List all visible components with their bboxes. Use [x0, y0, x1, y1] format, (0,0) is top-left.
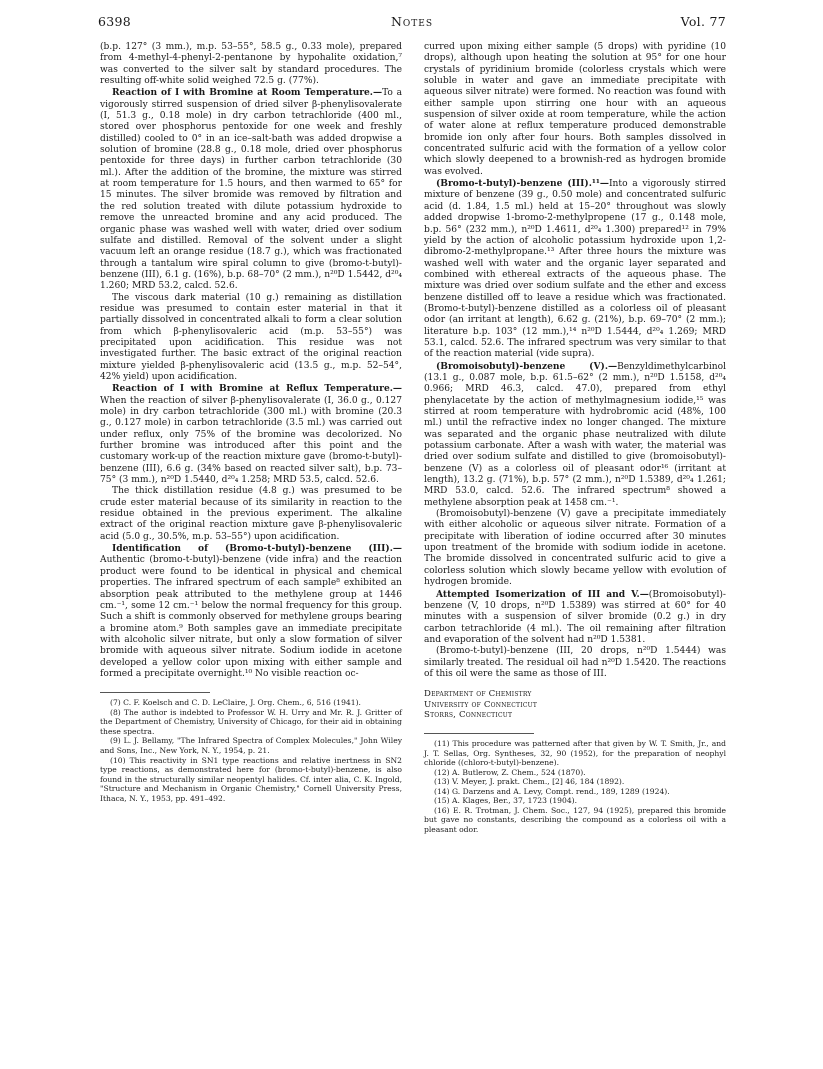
affiliation-line: University of Connecticut — [424, 699, 538, 710]
paragraph: curred upon mixing either sample (5 drops) with pyridine (10 drops), although upon heating the solution at 95° for one hour crystals of pyridinium bromide (colorless crystals which were soluble in water and gave an immediate precipitate with aqueous silver nitrate) were formed. No reaction was found with either sample upon stirring one hour with an aqueous suspension of silver oxide at room temperature, while the action of water alone at reflux temperature produced demonstrable bromide ion only after four hours. Both samples dissolved in concentrated sulfuric acid with the formation of a yellow color which slowly deepened to a brownish-red as hydrogen bromide was evolved. — [424, 42, 726, 177]
footnote: (15) A. Klages, Ber., 37, 1723 (1904). — [434, 796, 578, 806]
footnotes-left — [100, 698, 402, 803]
paragraph-text: (Bromoisobutyl)-benzene (V, 10 drops, n²⁰D 1.5389) was stirred at 60° for 40 minutes with a suspension of silver bromide (0.2 g.) in dry carbon tetrachloride (4 ml.). The oil remaining after filtration and evaporation of the solvent had n²⁰D 1.5381. — [424, 589, 726, 645]
footnote: (8) The author is indebted to Professor W. H. Urry and Mr. R. J. Gritter of the Department of Chemistry, University of Chicago, for their aid in obtaining these spectra. — [100, 707, 402, 736]
paragraph: (Bromo-t-butyl)-benzene (III, 20 drops, n²⁰D 1.5444) was similarly treated. The residual oil had n²⁰D 1.5420. The reactions of this oil were the same as those of III. — [424, 646, 726, 679]
paragraph-text: Authentic (bromo-t-butyl)-benzene (vide infra) and the reaction product were found to be identical in physical and chemical properties. The infrared spectrum of each sample⁸ exhibited an absorption peak attributed to the methylene group at 1446 cm.⁻¹, some 12 cm.⁻¹ below the normal frequency for this group. Such a shift is commonly observed for methylene groups bearing a bromine atom.⁹ Both samples gave an immediate precipitate with alcoholic silver nitrate, but only a slow formation of silver bromide with aqueous silver nitrate. Sodium iodide in acetone developed a yellow color upon mixing with either sample and formed a precipitate overnight.¹⁰ No visible reaction oc- — [100, 555, 402, 679]
paragraph — [424, 589, 726, 647]
footnote: (16) E. R. Trotman, J. Chem. Soc., 127, 94 (1925), prepared this bromide but gave no constants, describing the compound as a colorless oil with a pleasant odor. — [424, 805, 726, 834]
paragraph — [100, 87, 402, 292]
volume-label: Vol. 77 — [680, 14, 726, 29]
section-heading: Attempted Isomerization of III and V.— — [436, 588, 649, 600]
affiliation-line: Storrs, Connecticut — [424, 710, 513, 721]
section-heading: Identification of (Bromo-t-butyl)-benzene (III).— — [112, 543, 402, 555]
section-heading: Reaction of I with Bromine at Room Temperature.— — [112, 87, 383, 99]
footnote-divider — [424, 733, 534, 734]
paragraph — [424, 361, 726, 509]
left-column — [100, 42, 402, 803]
footnotes-right — [424, 739, 726, 834]
footnote: (11) This procedure was patterned after that given by W. T. Smith, Jr., and J. T. Sellas, Org. Syntheses, 32, 90 (1952), for the preparation of neophyl chloride ((chloro-t-butyl)-benzene). — [424, 739, 726, 768]
footnote-divider — [100, 692, 210, 693]
section-title: Notes — [390, 14, 434, 29]
footnote: (13) V. Meyer, J. prakt. Chem., [2] 46, 184 (1892). — [434, 777, 625, 787]
affiliation-line: Department of Chemistry — [424, 689, 532, 700]
paragraph — [100, 543, 402, 680]
paragraph — [424, 178, 726, 361]
footnote: (10) This reactivity in SN1 type reactions and relative inertness in SN2 type reactions, as demonstrated here for (bromo-t-butyl)-benzene, is also found in the structurally similar neopentyl halides. Cf. inter alia, C. K. Ingold, "Structure and Mechanism in Organic Chemistry," Cornell University Press, Ithaca, N. Y., 1953, pp. 491–492. — [100, 755, 402, 803]
affiliation-block — [424, 689, 726, 721]
footnote: (12) A. Butlerow, Z. Chem., 524 (1870). — [434, 767, 586, 777]
paragraph: The thick distillation residue (4.8 g.) was presumed to be crude ester material because of its similarity in reaction to the residue obtained in the previous experiment. The alkaline extract of the original reaction mixture gave β-phenylisovaleric acid (5.0 g., 30.5%, m.p. 53–55°) upon acidification. — [100, 486, 402, 542]
running-header — [98, 14, 726, 30]
right-column — [424, 42, 726, 835]
paragraph: (b.p. 127° (3 mm.), m.p. 53–55°, 58.5 g., 0.33 mole), prepared from 4-methyl-4-phenyl-2-pentanone by hypohalite oxidation,⁷ was converted to the silver salt by standard procedures. The resulting off-white solid weighed 72.5 g. (77%). — [100, 42, 402, 87]
paragraph: The viscous dark material (10 g.) remaining as distillation residue was presumed to contain ester material in that it partially dissolved in concentrated alkali to form a clear solution from which β-phenylisovaleric acid (m.p. 53–55°) was precipitated upon acidification. This residue was not investigated further. The basic extract of the original reaction mixture yielded β-phenylisovaleric acid (13.5 g., m.p. 52–54°, 42% yield) upon acidification. — [100, 292, 402, 382]
section-heading: (Bromo-t-butyl)-benzene (III).¹¹— — [436, 178, 609, 190]
paragraph-text: When the reaction of silver β-phenylisovalerate (I, 36.0 g., 0.127 mole) in dry carbon tetrachloride (300 ml.) with bromine (20.3 g., 0.127 mole) in carbon tetrachloride (3.5 ml.) was carried out under reflux, only 75% of the bromine was decolorized. No further bromine was introduced after this point and the customary work-up of the reaction mixture gave (bromo-t-butyl)-benzene (III), 6.6 g. (34% based on reacted silver salt), b.p. 73–75° (3 mm.), n²⁰D 1.5440, d²⁰₄ 1.258; MRD 53.5, calcd. 52.6. — [100, 395, 402, 486]
paragraph-text: Benzyldimethylcarbinol (13.1 g., 0.087 mole, b.p. 61.5–62° (2 mm.), n²⁰D 1.5158, d²⁰₄ 0.966; MRD 46.3, calcd. 47.0), prepared from ethyl phenylacetate by the action of methylmagnesium iodide,¹⁵ was stirred at room temperature with hydrobromic acid (48%, 100 ml.) until the refractive index no longer changed. The mixture was separated and the organic phase neutralized with dilute potassium carbonate. After a wash with water, the material was dried over sodium sulfate and distilled to give (bromoisobutyl)-benzene (V) as a colorless oil of pleasant odor¹⁶ (irritant at length), 13.2 g. (71%), b.p. 57° (2 mm.), n²⁰D 1.5389, d²⁰₄ 1.261; MRD 53.0, calcd. 52.6. The infrared spectrum⁸ showed a methylene absorption peak at 1458 cm.⁻¹. — [424, 361, 726, 508]
section-heading: (Bromoisobutyl)-benzene (V).— — [436, 360, 618, 372]
paragraph: (Bromoisobutyl)-benzene (V) gave a precipitate immediately with either alcoholic or aqueous silver nitrate. Formation of a precipitate with liberation of iodine occurred after 30 minutes upon treatment of the bromide with sodium iodide in acetone. The bromide dissolved in concentrated sulfuric acid to give a colorless solution which slowly became yellow with evolution of hydrogen bromide. — [424, 509, 726, 588]
footnote: (7) C. F. Koelsch and C. D. LeClaire, J. Org. Chem., 6, 516 (1941). — [110, 698, 361, 708]
footnote: (9) L. J. Bellamy, "The Infrared Spectra of Complex Molecules," John Wiley and Sons, Inc., New York, N. Y., 1954, p. 21. — [100, 736, 402, 755]
paragraph-text: To a vigorously stirred suspension of dried silver β-phenylisovalerate (I, 51.3 g., 0.18 mole) in dry carbon tetrachloride (400 ml., stored over phosphorus pentoxide for one week and freshly distilled) cooled to 0° in an ice–salt-bath was added dropwise a solution of bromine (28.8 g., 0.18 mole, dried over phosphorus pentoxide for three days) in further carbon tetrachloride (30 ml.). After the addition of the bromine, the mixture was stirred at room temperature for 1.5 hours, and then warmed to 65° for 15 minutes. The silver bromide was removed by filtration and the red solution treated with dilute potassium hydroxide to remove the unreacted bromine and any acid produced. The organic phase was washed well with water, dried over sodium sulfate and distilled. Removal of the solvent under a slight vacuum left an orange residue (18.7 g.), which was fractionated through a tantalum wire spiral column to give (bromo-t-butyl)-benzene (III), 6.1 g. (16%), b.p. 68–70° (2 mm.), n²⁰D 1.5442, d²⁰₄ 1.260; MRD 53.2, calcd. 52.6. — [100, 88, 402, 292]
paragraph — [100, 383, 402, 486]
paragraph-text: Into a vigorously stirred mixture of benzene (39 g., 0.50 mole) and concentrated sulfuric acid (d. 1.84, 1.5 ml.) held at 15–20° throughout was slowly added dropwise 1-bromo-2-methylpropene (17 g., 0.148 mole, b.p. 56° (232 mm.), n²⁰D 1.4611, d²⁰₄ 1.300) prepared¹² in 79% yield by the action of alcoholic potassium hydroxide upon 1,2-dibromo-2-methylpropane.¹³ After three hours the mixture was washed well with water and the organic layer separated and combined with ethereal extracts of the aqueous phase. The mixture was dried over sodium sulfate and the ether and excess benzene distilled off to leave a residue which was fractionated. (Bromo-t-butyl)-benzene distilled as a colorless oil of pleasant odor (an irritant at length), 6.62 g. (21%), b.p. 69–70° (2 mm.); literature b.p. 103° (12 mm.),¹⁴ n²⁰D 1.5444, d²⁰₄ 1.269; MRD 53.1, calcd. 52.6. The infrared spectrum was very similar to that of the reaction material (vide supra). — [424, 179, 726, 360]
footnote: (14) G. Darzens and A. Levy, Compt. rend., 189, 1289 (1924). — [434, 786, 670, 796]
page-number: 6398 — [98, 14, 132, 29]
section-heading: Reaction of I with Bromine at Reflux Temperature.— — [112, 383, 402, 395]
